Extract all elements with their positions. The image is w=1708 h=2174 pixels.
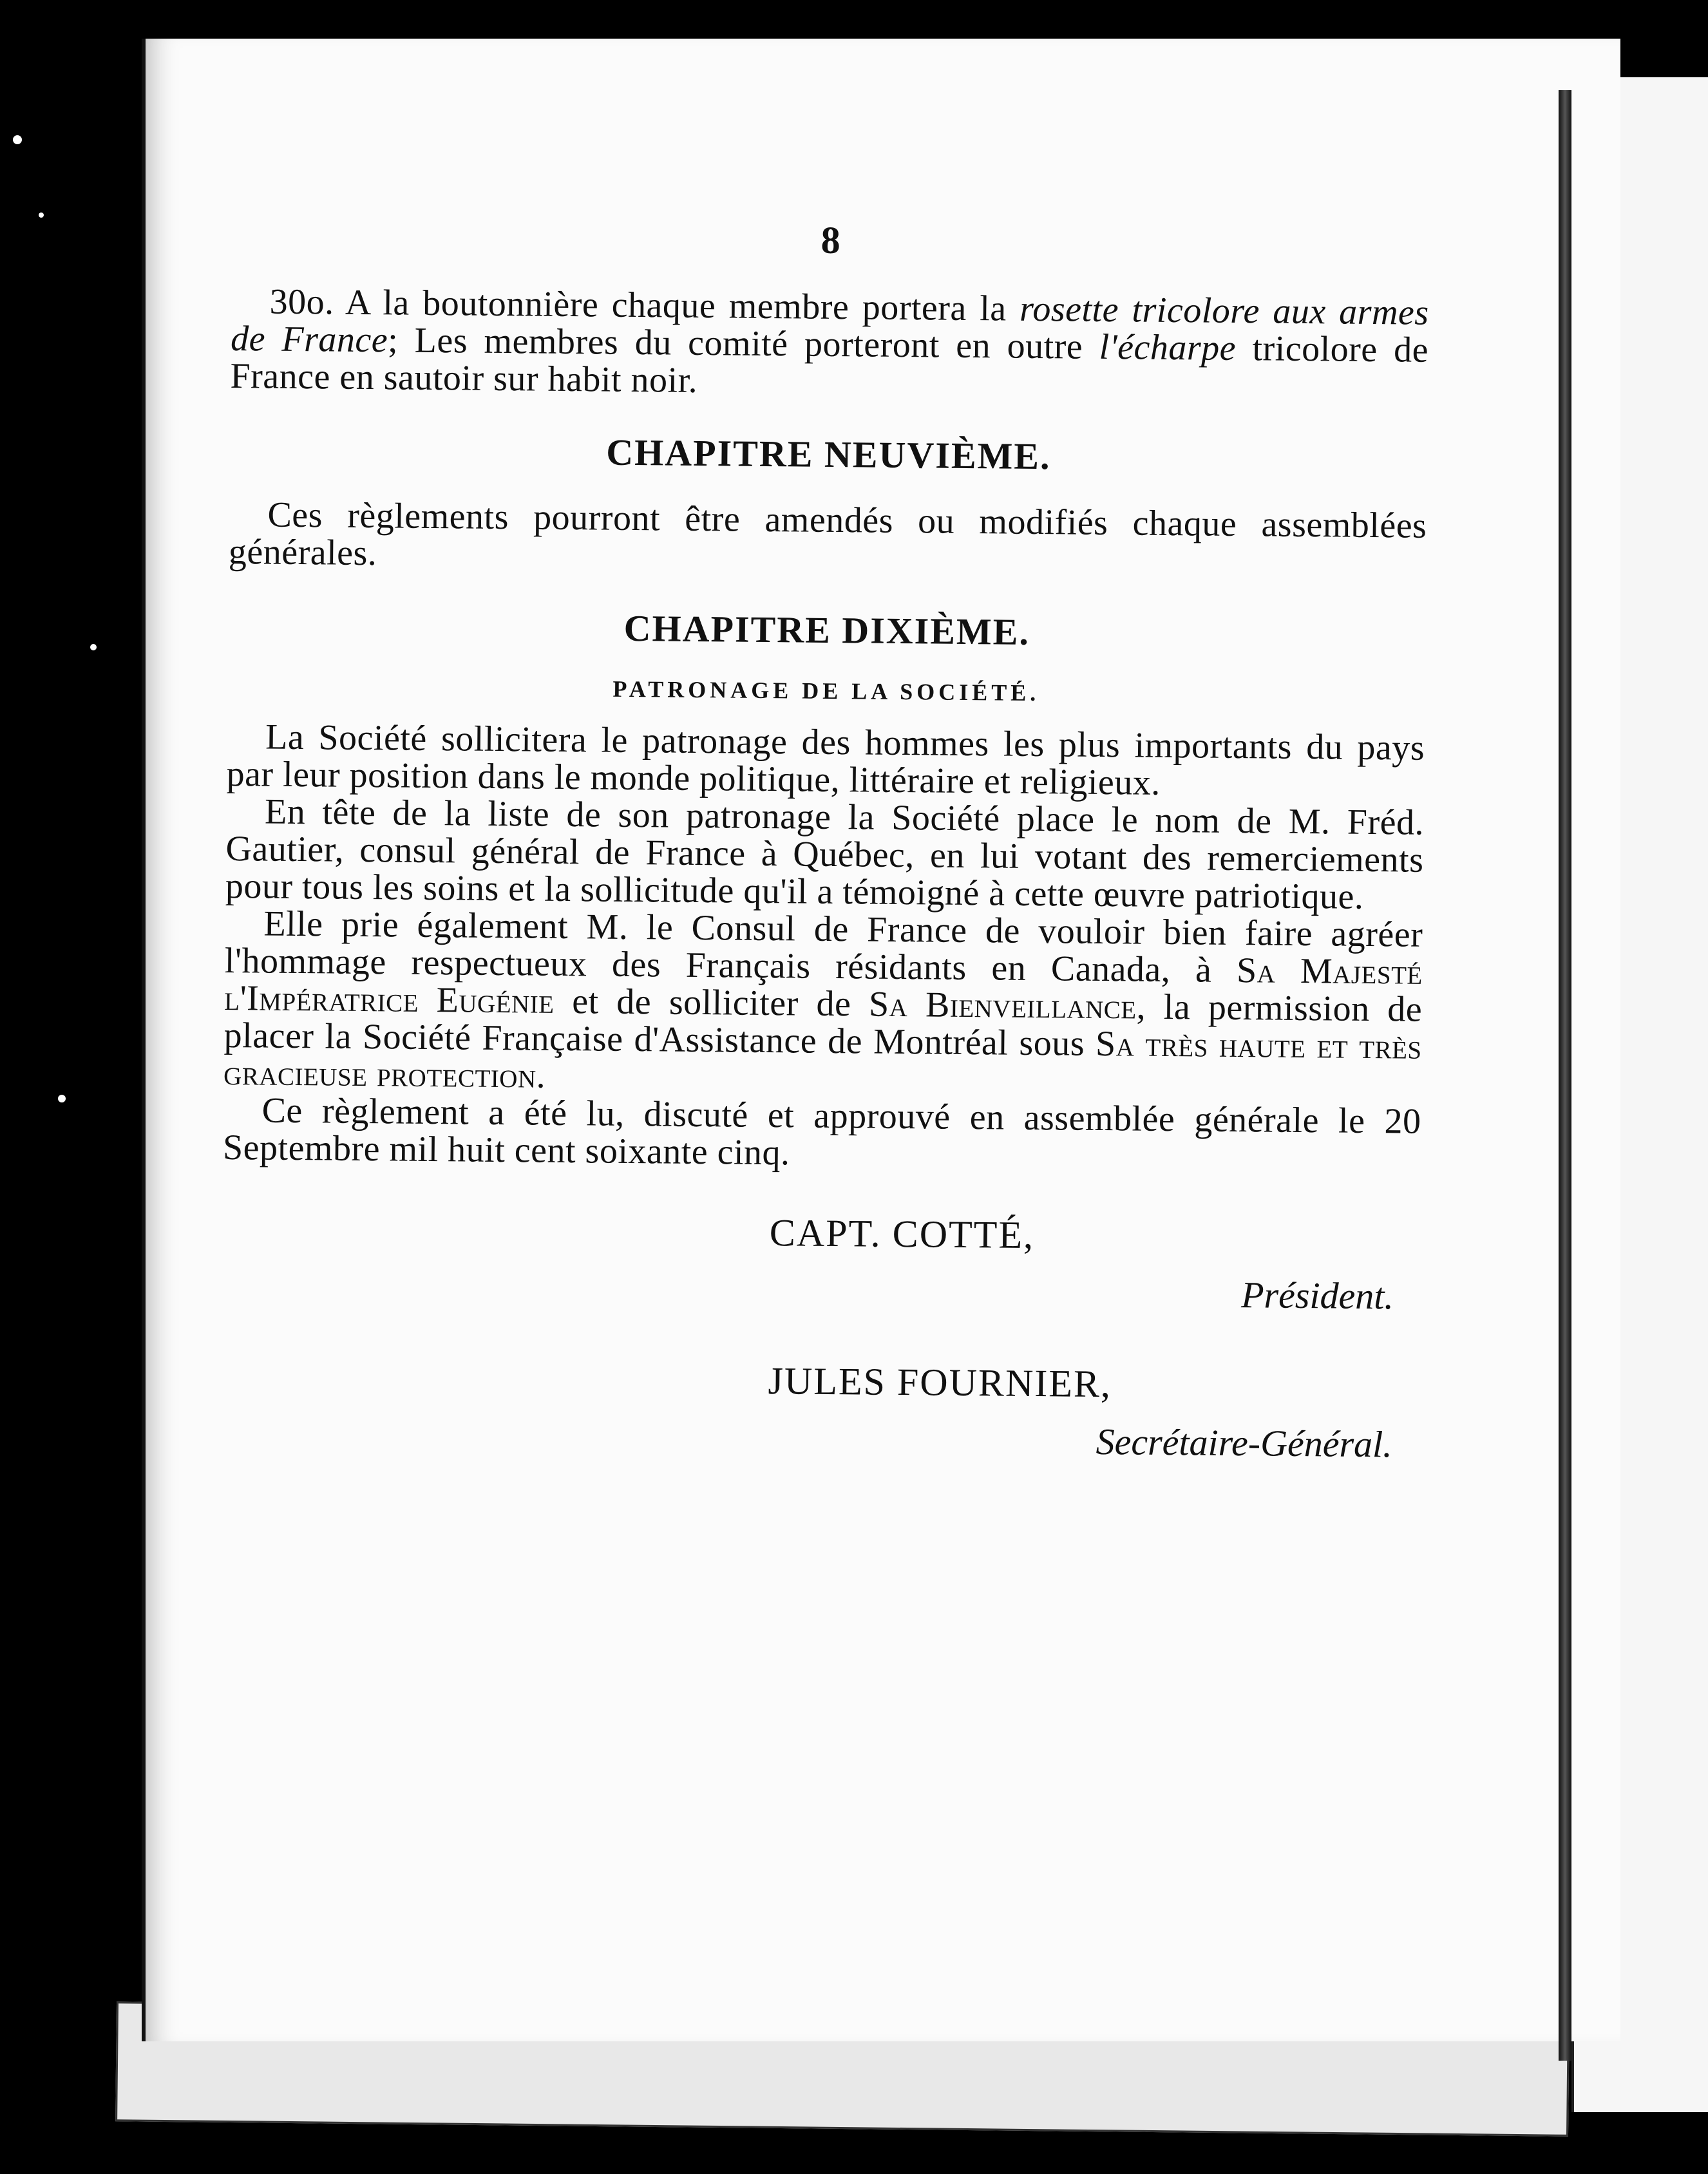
chapter-heading: CHAPITRE NEUVIÈME. [606,431,1051,478]
scan-speck [90,644,97,650]
signatory-name: JULES FOURNIER, [768,1359,1112,1406]
protection-phrase: Sa très haute et très gracieuse protection [223,1023,1422,1096]
signatory-title: Président. [1240,1274,1394,1318]
signatory-name: CAPT. COTTÉ, [769,1211,1035,1257]
paragraph: La Société sollicitera le patronage des hommes les plus importants du pays par leur position dans le monde politique, littéraire et religieux. [226,717,1425,803]
paragraph-text: , la permission de placer la Société Française d'Assistance de Montréal sous [223,987,1423,1064]
scan-speck [58,1095,66,1102]
page-number: 8 [821,218,840,262]
article-number: 30o. [269,281,334,323]
paragraph [223,905,1423,1103]
bienveillance-phrase: Sa Bienveillance [868,984,1137,1027]
page-content [220,213,1430,1506]
chapter-heading: CHAPITRE DIXIÈME. [623,607,1030,653]
paragraph-text: Elle prie également M. le Consul de France de vouloir bien faire agréer l'hommage respectueux des Français résidants en Canada, à [224,903,1423,991]
scan-speck [39,213,44,218]
rosette-phrase: rosette tricolore aux armes de France [230,288,1429,361]
paragraph: Ce règlement a été lu, discuté et approuvé en assemblée générale le 20 Septembre mil huit cent soixante cinq. [222,1090,1421,1173]
article-text: A la boutonnière chaque membre portera la [334,282,1020,329]
signatory-title: Secrétaire-Général. [1096,1420,1393,1466]
article-text: tricolore de France en sautoir sur habit noir. [230,328,1429,401]
signature-block [220,1198,1420,1474]
page-gutter [1559,90,1571,2061]
section-subheading: PATRONAGE DE LA SOCIÉTÉ. [612,676,1040,706]
chapter-9-text: Ces règlements pourront être amendés ou modifiés chaque assemblées générales. [228,495,1427,574]
paragraph-text: . [536,1055,546,1096]
majeste-phrase: Sa Majesté l'Impératrice Eugénie [223,950,1423,1021]
scan-speck [13,135,22,144]
article-text: ; Les membres du comité porteront en outre [387,320,1099,367]
paragraph-text: et de solliciter de [554,981,869,1025]
echarpe-phrase: l'écharpe [1099,326,1237,368]
article-30 [230,283,1429,406]
paragraph: En tête de la liste de son patronage la Société place le nom de M. Fréd. Gautier, consul général de France à Québec, en lui votant des remerciements pour tous les soins et la sollicitude qu'il a témoigné à cette œuvre patriotique. [225,791,1425,917]
